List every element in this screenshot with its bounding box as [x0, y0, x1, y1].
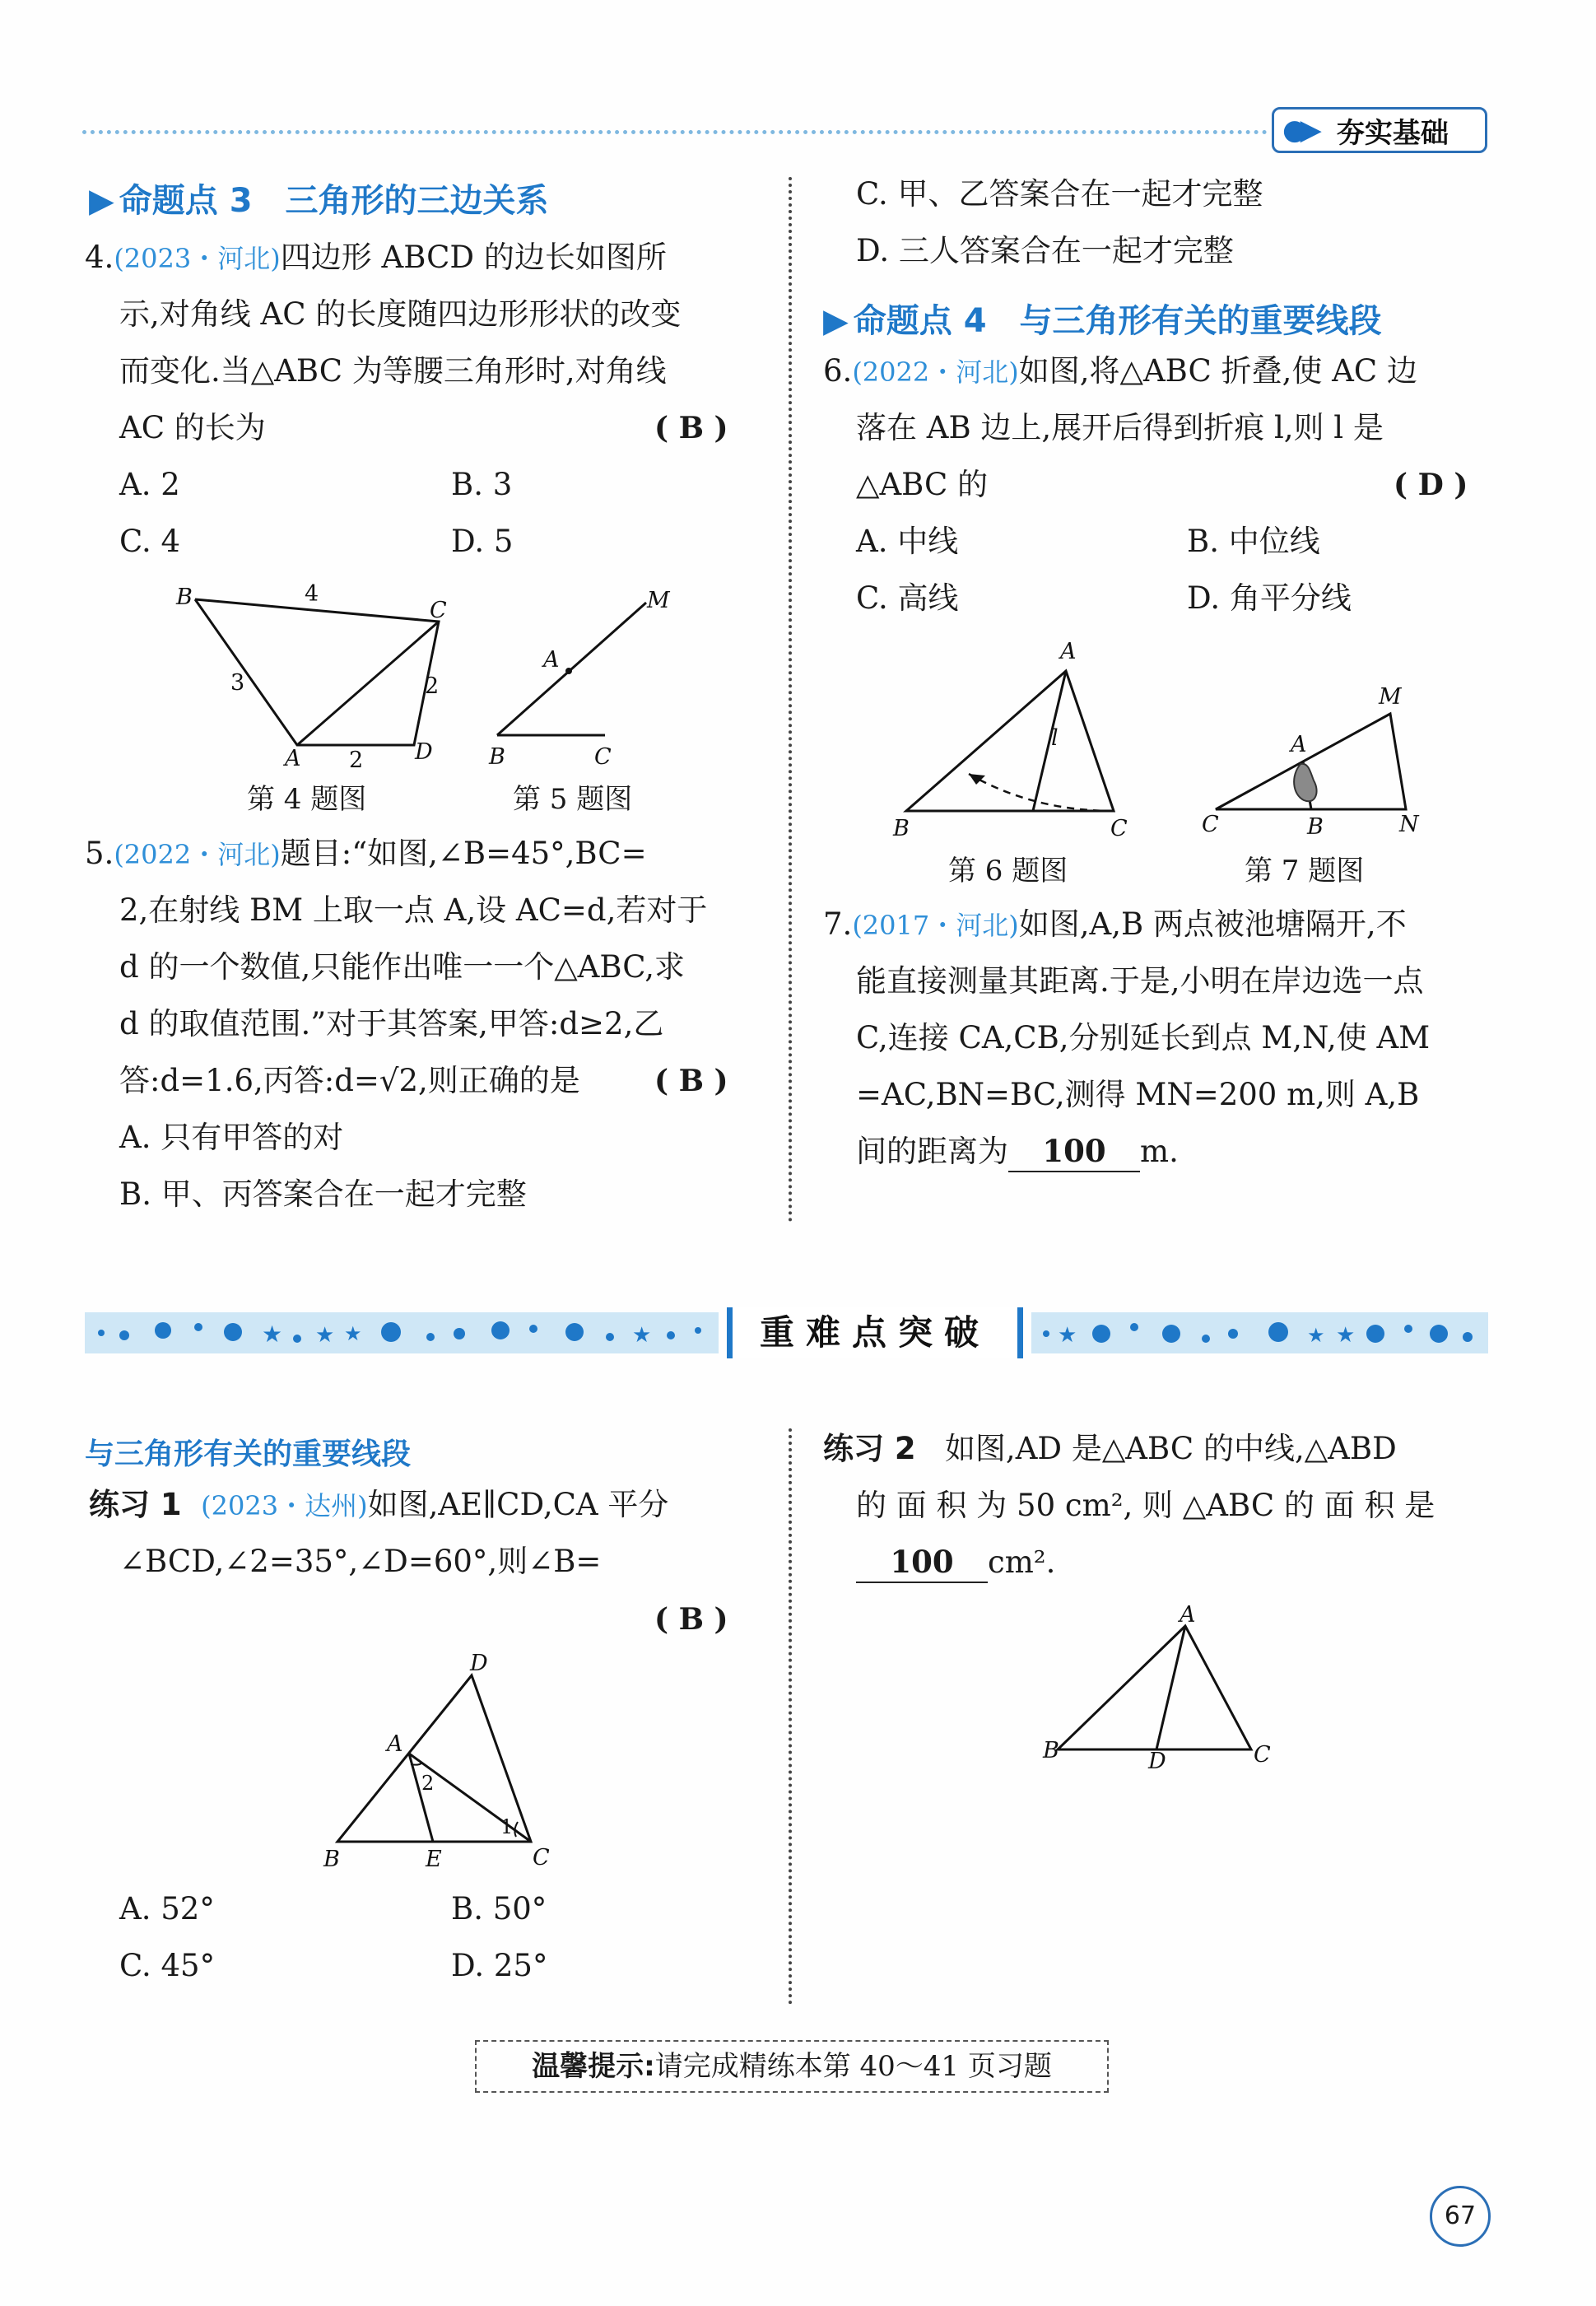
ex1-answer: ( B )	[654, 1602, 728, 1637]
topic4-heading-text: 命题点 4 与三角形有关的重要线段	[853, 302, 1382, 340]
q6-source: (2022・河北)	[852, 356, 1019, 388]
reminder-text: 请完成精练本第 40～41 页习题	[654, 2050, 1052, 2083]
pond-shape	[1294, 764, 1316, 802]
q5-option-d: D. 三人答案合在一起才完整	[856, 233, 1234, 268]
q5-line3: d 的一个数值,只能作出唯一一个△ABC,求	[119, 949, 686, 985]
ex1-option-a: A. 52°	[119, 1891, 215, 1926]
ex2-line1	[823, 1420, 1397, 1477]
q5-line2: 2,在射线 BM 上取一点 A,设 AC=d,若对于	[119, 892, 708, 928]
label-angle-2: 2	[421, 1772, 435, 1795]
q7-text-5: 间的距离为	[856, 1134, 1008, 1169]
figure-ex2-median	[1033, 1602, 1280, 1774]
q5-source: (2022・河北)	[114, 839, 281, 870]
q6-option-d: D. 角平分线	[1187, 580, 1352, 616]
label-d: D	[1148, 1749, 1166, 1774]
q6-option-b: B. 中位线	[1187, 524, 1320, 559]
label-d: D	[415, 739, 433, 765]
fold-arrow-icon	[969, 774, 985, 785]
triangle-bullet-icon: ▶	[823, 302, 849, 340]
ex-section-heading: 与三角形有关的重要线段	[85, 1437, 412, 1471]
svg-text:★: ★	[1336, 1323, 1356, 1348]
label-a: A	[543, 647, 560, 673]
label-a: A	[387, 1731, 403, 1757]
triangle-bullet-icon: ▶	[89, 182, 114, 220]
fig7-caption: 第 7 题图	[1245, 855, 1365, 887]
label-side-ab: 3	[230, 670, 245, 696]
column-divider-bottom	[789, 1428, 792, 2005]
ex1-option-d: D. 25°	[451, 1948, 548, 1983]
q4-text-1: 四边形 ABCD 的边长如图所	[280, 240, 667, 275]
column-divider-top	[789, 177, 792, 1223]
ex2-line2: 的 面 积 为 50 cm², 则 △ABC 的 面 积 是	[856, 1488, 1435, 1523]
q7-line3: C,连接 CA,CB,分别延长到点 M,N,使 AM	[856, 1020, 1431, 1055]
label-a: A	[1291, 732, 1307, 757]
label-a: A	[1180, 1602, 1196, 1628]
section-band	[85, 1307, 1488, 1358]
reminder-box	[475, 2040, 1109, 2093]
q4-option-b: B. 3	[451, 467, 513, 502]
ex2-line3	[856, 1534, 1055, 1591]
label-m: M	[647, 588, 670, 613]
ex1-option-b: B. 50°	[451, 1891, 547, 1926]
label-b: B	[323, 1847, 340, 1872]
q4-line4: AC 的长为	[119, 410, 266, 445]
q5-number: 5.	[85, 836, 114, 871]
q6-line3: △ABC 的	[856, 467, 989, 502]
median-ad	[1156, 1626, 1185, 1749]
q4-line1	[85, 229, 667, 287]
crease-l	[1033, 671, 1066, 811]
q4-source: (2023・河北)	[114, 243, 281, 274]
label-side-bc: 4	[305, 581, 319, 607]
q7-line1	[823, 896, 1407, 954]
band-decor-left	[85, 1312, 719, 1353]
point-a	[565, 668, 572, 674]
fig5-caption: 第 5 题图	[513, 783, 633, 816]
reminder-label: 温馨提示:	[532, 2050, 655, 2083]
label-c: C	[533, 1845, 550, 1870]
label-b: B	[1307, 814, 1324, 840]
label-c: C	[1202, 812, 1219, 837]
q7-line5	[856, 1123, 1179, 1180]
q6-option-c: C. 高线	[856, 580, 959, 616]
ex1-line2: ∠BCD,∠2=35°,∠D=60°,则∠B=	[119, 1544, 602, 1579]
ex1-line1	[89, 1476, 668, 1535]
band-strip-left	[85, 1312, 719, 1353]
q7-line4: =AC,BN=BC,测得 MN=200 m,则 A,B	[856, 1077, 1420, 1112]
q6-number: 6.	[823, 353, 853, 389]
q5-line1	[85, 825, 647, 883]
label-c: C	[594, 744, 612, 770]
label-b: B	[893, 816, 910, 841]
figure-q7-pond	[1202, 683, 1424, 848]
label-m: M	[1379, 684, 1402, 710]
q4-option-a: A. 2	[119, 467, 180, 502]
ex2-text-1: 如图,AD 是△ABC 的中线,△ABD	[944, 1431, 1397, 1466]
q5-option-c: C. 甲、乙答案合在一起才完整	[856, 176, 1263, 212]
label-c: C	[1110, 816, 1128, 841]
label-b: B	[489, 744, 505, 770]
q5-line5: 答:d=1.6,丙答:d=√2,则正确的是	[119, 1063, 580, 1098]
q4-answer: ( B )	[654, 411, 728, 445]
q5-text-1: 题目:“如图,∠B=45°,BC=	[280, 836, 647, 871]
svg-text:★: ★	[632, 1323, 652, 1348]
figure-q5-ray	[486, 585, 675, 770]
ex1-option-c: C. 45°	[119, 1948, 216, 1983]
band-strip-right	[1031, 1312, 1488, 1353]
q7-text-1: 如图,A,B 两点被池塘隔开,不	[1018, 906, 1407, 942]
label-d: D	[470, 1651, 488, 1676]
q7-source: (2017・河北)	[852, 910, 1019, 941]
q6-answer: ( D )	[1394, 468, 1468, 502]
label-b: B	[1043, 1738, 1059, 1763]
topic4-heading	[823, 295, 1382, 342]
fig6-caption: 第 6 题图	[948, 855, 1068, 887]
figure-q6-fold	[893, 634, 1140, 840]
ex2-answer-blank: 100	[856, 1542, 988, 1583]
q4-option-c: C. 4	[119, 524, 181, 559]
ray-bm	[497, 603, 646, 735]
ex2-label: 练习 2	[823, 1431, 916, 1466]
q4-option-d: D. 5	[451, 524, 514, 559]
label-l: l	[1051, 725, 1059, 751]
label-side-cd: 2	[425, 673, 440, 699]
svg-text:★: ★	[262, 1321, 283, 1348]
ex1-label: 练习 1	[89, 1487, 182, 1522]
label-n: N	[1399, 812, 1419, 837]
label-e: E	[426, 1847, 442, 1872]
q5-option-a: A. 只有甲答的对	[119, 1120, 344, 1155]
section-badge	[1272, 107, 1487, 153]
ex2-unit: cm².	[988, 1544, 1056, 1580]
band-title: 重难点突破	[727, 1307, 1023, 1358]
q7-answer-blank: 100	[1008, 1131, 1140, 1172]
svg-text:★: ★	[1307, 1324, 1325, 1347]
q7-unit: m.	[1140, 1134, 1179, 1169]
double-arrow-icon: ●▶	[1282, 114, 1315, 147]
label-angle-1: 1	[500, 1815, 514, 1838]
topic3-heading-text: 命题点 3 三角形的三边关系	[119, 182, 549, 220]
q5-answer: ( B )	[654, 1064, 728, 1098]
label-a: A	[285, 746, 301, 771]
label-b: B	[176, 585, 193, 610]
triangle-abc	[1058, 1626, 1251, 1749]
topic3-heading	[89, 175, 549, 221]
label-a: A	[1060, 639, 1077, 664]
q7-number: 7.	[823, 906, 853, 942]
svg-text:★: ★	[1058, 1323, 1077, 1348]
q5-option-b: B. 甲、丙答案合在一起才完整	[119, 1176, 527, 1212]
band-decor-right	[1031, 1312, 1488, 1353]
q6-line1	[823, 342, 1417, 401]
svg-text:★: ★	[344, 1322, 362, 1345]
figure-q4-quadrilateral	[165, 576, 461, 773]
angle-1-arc	[514, 1822, 518, 1837]
q6-line2: 落在 AB 边上,展开后得到折痕 l,则 l 是	[856, 410, 1384, 445]
label-c: C	[430, 598, 447, 623]
figure-ex1-triangle	[317, 1651, 564, 1873]
q7-line2: 能直接测量其距离.于是,小明在岸边选一点	[856, 963, 1424, 999]
q4-line2: 示,对角线 AC 的长度随四边形形状的改变	[119, 296, 682, 332]
page-number: 67	[1430, 2186, 1491, 2247]
badge-label: 夯实基础	[1336, 116, 1449, 150]
triangle-abc	[906, 671, 1114, 811]
ex1-source: (2023・达州)	[201, 1490, 368, 1521]
fig4-caption: 第 4 题图	[247, 783, 367, 816]
header-dotted-rule	[82, 130, 1268, 134]
q6-option-a: A. 中线	[856, 524, 959, 559]
q5-line4: d 的取值范围.”对于其答案,甲答:d≥2,乙	[119, 1006, 664, 1041]
q6-text-1: 如图,将△ABC 折叠,使 AC 边	[1018, 353, 1417, 389]
q4-number: 4.	[85, 240, 114, 275]
q4-line3: 而变化.当△ABC 为等腰三角形时,对角线	[119, 353, 667, 389]
label-side-ad: 2	[349, 748, 364, 773]
label-c: C	[1254, 1742, 1271, 1768]
ex1-text-1: 如图,AE∥CD,CA 平分	[367, 1487, 669, 1522]
svg-text:★: ★	[315, 1323, 335, 1348]
